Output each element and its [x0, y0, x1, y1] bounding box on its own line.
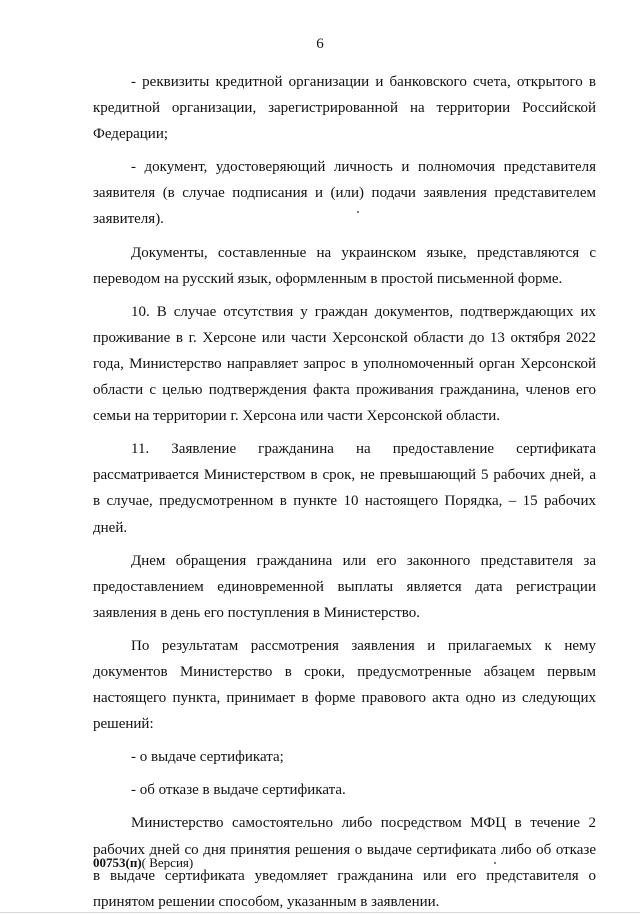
scan-speck: [357, 211, 359, 213]
paragraph-application-date: Днем обращения гражданина или его законного представителя за предоставлением единовременной выплаты является дата регистрации заявления в день его поступления в Министерство.: [93, 552, 596, 621]
list-item-refusal: - об отказе в выдаче сертификата.: [131, 782, 346, 799]
document-body: [93, 69, 596, 915]
paragraph-item-10: 10. В случае отсутствия у граждан документов, подтверждающих их проживание в г. Херсоне или части Херсонской области до 13 октября 2022 года, Министерство направляет запрос в уполномоченный орган Херсонской области с целью подтверждения факта проживания гражданина, членов его семьи на территории г. Херсона или части Херсонской области.: [93, 303, 596, 425]
document-version: ( Версия): [141, 855, 194, 870]
paragraph-identity-document: - документ, удостоверяющий личность и полномочия представителя заявителя (в случае подписания и (или) подачи заявления представителем заявителя).: [93, 159, 596, 228]
list-item-issue: - о выдаче сертификата;: [131, 749, 284, 766]
paragraph-notification: Министерство самостоятельно либо посредством МФЦ в течение 2 рабочих дней со дня принятия решения о выдаче сертификата либо об отказе в выдаче сертификата уведомляет гражданина или его представителя о принятом решении способом, указанным в заявлении.: [93, 815, 596, 910]
scan-speck: [494, 862, 496, 864]
page-number: 6: [316, 36, 324, 52]
paragraph-translation: Документы, составленные на украинском языке, представляются с переводом на русский язык, оформленным в простой письменной форме.: [93, 244, 596, 287]
document-code: 00753(п): [93, 855, 142, 870]
document-footer: [93, 855, 193, 871]
paragraph-item-11: 11. Заявление гражданина на предоставление сертификата рассматривается Министерством в срок, не превышающий 5 рабочих дней, а в случае, предусмотренном в пункте 10 настоящего Порядка, – 15 рабочих дней.: [93, 441, 596, 536]
paragraph-decision: По результатам рассмотрения заявления и прилагаемых к нему документов Министерство в сроки, предусмотренные абзацем первым настоящего пункта, принимает в форме правового акта одно из следующих решений:: [93, 637, 596, 733]
paragraph-bank-details: - реквизиты кредитной организации и банковского счета, открытого в кредитной организации, зарегистрированной на территории Российской Федерации;: [93, 74, 596, 143]
